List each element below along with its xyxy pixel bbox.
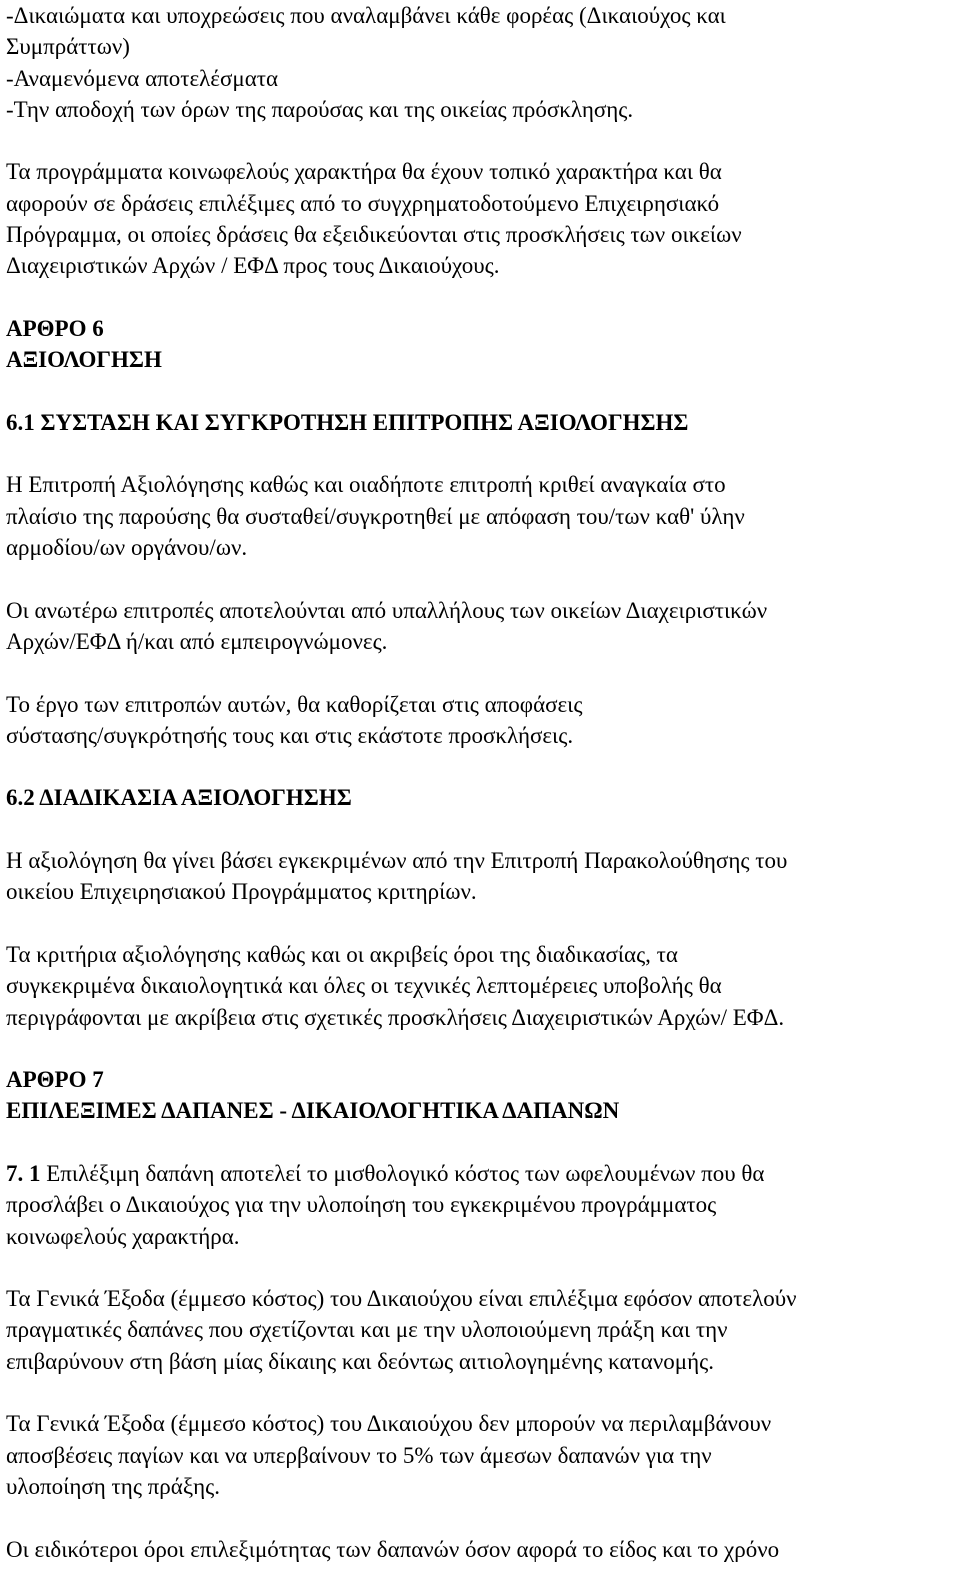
text-line: Το έργο των επιτροπών αυτών, θα καθορίζεται στις αποφάσεις	[6, 691, 583, 717]
paragraph-gap	[6, 751, 956, 782]
text-line: Η Επιτροπή Αξιολόγησης καθώς και οιαδήποτε επιτροπή κριθεί αναγκαία στο	[6, 472, 726, 498]
section-number: 7. 1	[6, 1160, 41, 1186]
text-line: αποσβέσεις παγίων και να υπερβαίνουν το 5% των άμεσων δαπανών για την	[6, 1442, 712, 1468]
text-line	[6, 1158, 956, 1189]
text-line: υλοποίηση της πράξης.	[6, 1473, 220, 1499]
text-line: Τα Γενικά Έξοδα (έμμεσο κόστος) του Δικαιούχου δεν μπορούν να περιλαμβάνουν	[6, 1411, 772, 1437]
article-number: ΑΡΘΡΟ 7	[6, 1067, 104, 1093]
text-line: Διαχειριστικών Αρχών / ΕΦΔ προς τους Δικαιούχους.	[6, 253, 500, 279]
intro-list-item: -Την αποδοχή των όρων της παρούσας και της οικείας πρόσκλησης.	[6, 96, 634, 122]
intro-list-item: Συμπράττων)	[6, 34, 130, 60]
paragraph-general-expenses-limit	[6, 1408, 956, 1502]
paragraph-criteria	[6, 939, 956, 1033]
text-line: πλαίσιο της παρούσης θα συσταθεί/συγκροτηθεί με απόφαση του/των καθ' ύλην	[6, 503, 745, 529]
text-line: συγκεκριμένα δικαιολογητικά και όλες οι τεχνικές λεπτομέρειες υποβολής θα	[6, 973, 722, 999]
text-line: επιβαρύνουν στη βάση μίας δίκαιης και δεόντως αιτιολογημένης κατανομής.	[6, 1348, 714, 1374]
article-title: ΑΞΙΟΛΟΓΗΣΗ	[6, 347, 162, 373]
paragraph-evaluation	[6, 845, 956, 908]
intro-list-item: -Αναμενόμενα αποτελέσματα	[6, 65, 279, 91]
paragraph-eligibility-terms	[6, 1534, 956, 1565]
text-line: Τα Γενικά Έξοδα (έμμεσο κόστος) του Δικαιούχου είναι επιλέξιμα εφόσον αποτελούν	[6, 1286, 797, 1312]
paragraph-general-expenses	[6, 1283, 956, 1377]
text-line: Οι ειδικότεροι όροι επιλεξιμότητας των δαπανών όσον αφορά το είδος και το χρόνο	[6, 1536, 780, 1562]
text-line: αφορούν σε δράσεις επιλέξιμες από το συγχρηματοδοτούμενο Επιχειρησιακό	[6, 190, 720, 216]
paragraph-gap	[6, 1502, 956, 1533]
intro-list	[6, 0, 956, 125]
text-line: περιγράφονται με ακρίβεια στις σχετικές προσκλήσεις Διαχειριστικών Αρχών/ ΕΦΔ.	[6, 1004, 785, 1030]
text-line: κοινωφελούς χαρακτήρα.	[6, 1223, 240, 1249]
paragraph-gap	[6, 563, 956, 594]
text-line: αρμοδίου/ων οργάνου/ων.	[6, 535, 248, 561]
section-6-2-heading	[6, 782, 956, 813]
paragraph-gap	[6, 908, 956, 939]
paragraph-gap	[6, 438, 956, 469]
paragraph-gap	[6, 1377, 956, 1408]
paragraph-committee	[6, 469, 956, 563]
text-line: Οι ανωτέρω επιτροπές αποτελούνται από υπαλλήλους των οικείων Διαχειριστικών	[6, 597, 768, 623]
section-title: 6.1 ΣΥΣΤΑΣΗ ΚΑΙ ΣΥΓΚΡΟΤΗΣΗ ΕΠΙΤΡΟΠΗΣ ΑΞΙΟΛΟΓΗΣΗΣ	[6, 409, 689, 435]
article-number: ΑΡΘΡΟ 6	[6, 315, 104, 341]
article-7-heading	[6, 1064, 956, 1127]
text-line: Η αξιολόγηση θα γίνει βάσει εγκεκριμένων από την Επιτροπή Παρακολούθησης του	[6, 848, 788, 874]
paragraph-programs	[6, 156, 956, 281]
article-title: ΕΠΙΛΕΞΙΜΕΣ ΔΑΠΑΝΕΣ - ΔΙΚΑΙΟΛΟΓΗΤΙΚΑ ΔΑΠΑΝΩΝ	[6, 1098, 620, 1124]
paragraph-gap	[6, 1127, 956, 1158]
paragraph-gap	[6, 1252, 956, 1283]
text-line: Αρχών/ΕΦΔ ή/και από εμπειρογνώμονες.	[6, 628, 388, 654]
paragraph-committee-members	[6, 595, 956, 658]
paragraph-committee-work	[6, 689, 956, 752]
intro-list-item: -Δικαιώματα και υποχρεώσεις που αναλαμβάνει κάθε φορέας (Δικαιούχος και	[6, 3, 726, 28]
paragraph-gap	[6, 376, 956, 407]
section-title: 6.2 ΔΙΑΔΙΚΑΣΙΑ ΑΞΙΟΛΟΓΗΣΗΣ	[6, 785, 352, 811]
text-line: σύστασης/συγκρότησής τους και στις εκάστοτε προσκλήσεις.	[6, 722, 574, 748]
paragraph-gap	[6, 125, 956, 156]
paragraph-gap	[6, 1033, 956, 1064]
paragraph-gap	[6, 657, 956, 688]
text-line: Τα προγράμματα κοινωφελούς χαρακτήρα θα έχουν τοπικό χαρακτήρα και θα	[6, 159, 722, 185]
text-run: Επιλέξιμη δαπάνη αποτελεί το μισθολογικό κόστος των ωφελουμένων που θα	[40, 1160, 765, 1186]
text-line: Πρόγραμμα, οι οποίες δράσεις θα εξειδικεύονται στις προσκλήσεις των οικείων	[6, 222, 742, 248]
paragraph-gap	[6, 282, 956, 313]
text-line: προσλάβει ο Δικαιούχος για την υλοποίηση του εγκεκριμένου προγράμματος	[6, 1192, 717, 1218]
article-6-heading	[6, 313, 956, 376]
document-page	[6, 0, 956, 1565]
paragraph-eligible-cost	[6, 1158, 956, 1252]
text-line: Τα κριτήρια αξιολόγησης καθώς και οι ακριβείς όροι της διαδικασίας, τα	[6, 941, 678, 967]
text-line: οικείου Επιχειρησιακού Προγράμματος κριτηρίων.	[6, 879, 477, 905]
text-line: πραγματικές δαπάνες που σχετίζονται και με την υλοποιούμενη πράξη και την	[6, 1317, 728, 1343]
paragraph-gap	[6, 814, 956, 845]
section-6-1-heading	[6, 407, 956, 438]
